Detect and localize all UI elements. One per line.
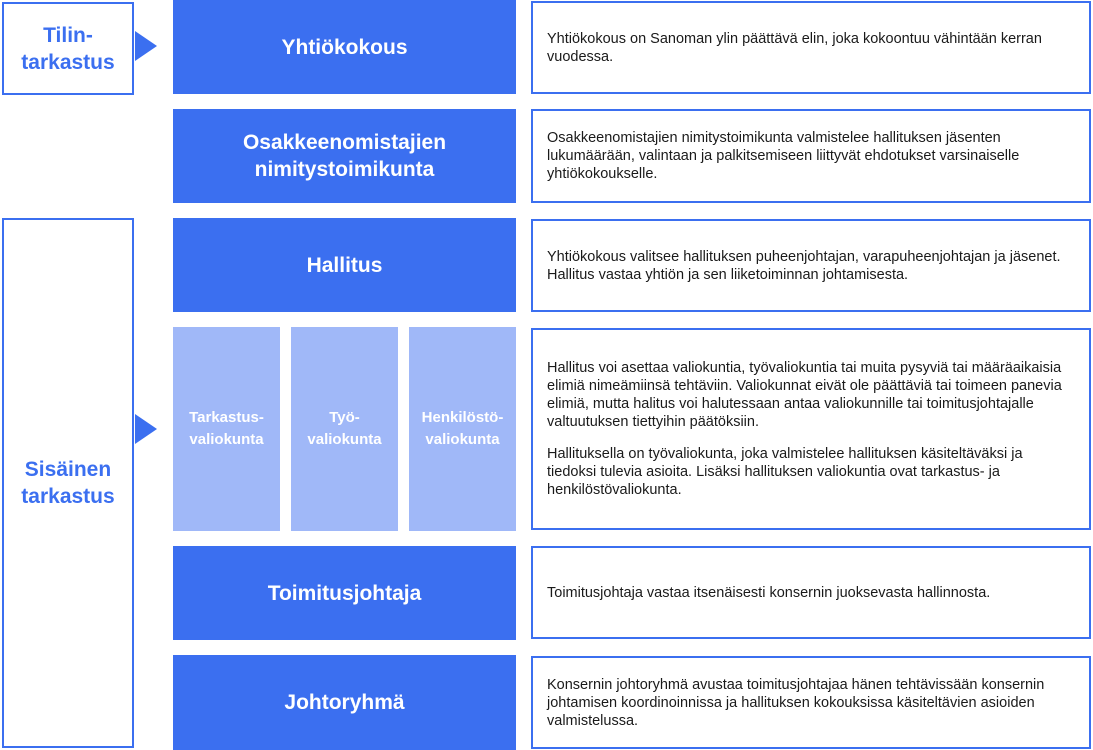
management-description: Konsernin johtoryhmä avustaa toimitusjohtajaa hänen tehtävissään konsernin johtamisen koordinoinnissa ja hallituksen kokouksissa käsiteltävien asioiden valmistelussa. <box>547 676 1045 729</box>
management-team-title: Johtoryhmä <box>284 691 405 714</box>
ceo-description-box <box>531 546 1091 639</box>
nomination-committee-box <box>173 109 516 203</box>
board-description: Yhtiökokous valitsee hallituksen puheenjohtajan, varapuheenjohtajan ja jäsenet. Hallitus vastaa yhtiön ja sen liiketoiminnan johtamisesta. <box>547 248 1061 283</box>
management-team-box <box>173 655 516 750</box>
agm-title: Yhtiökokous <box>281 35 408 59</box>
board-description-box <box>531 219 1091 312</box>
board-box <box>173 218 516 312</box>
hr-committee-box <box>409 327 516 531</box>
internal-audit-box <box>2 218 134 748</box>
committees-description-box <box>531 328 1091 530</box>
audit-committee-box <box>173 327 280 531</box>
internal-audit-arrow-icon <box>135 414 157 444</box>
ceo-box <box>173 546 516 640</box>
agm-description: Yhtiökokous on Sanoman ylin päättävä elin, joka kokoontuu vähintään kerran vuodessa. <box>547 30 1042 65</box>
external-audit-label: Tilin- tarkastus <box>21 23 115 74</box>
working-committee-label: Työ- valiokunta <box>307 409 382 448</box>
working-committee-box <box>291 327 398 531</box>
external-audit-arrow-icon <box>135 31 157 61</box>
committees-description-2: Hallituksella on työvaliokunta, joka valmistelee hallituksen käsiteltäväksi ja tiedoksi tulevia asioita. Lisäksi hallituksen valiokuntia ovat tarkastus- ja henkilöstövaliokunta. <box>547 446 1023 498</box>
ceo-description: Toimitusjohtaja vastaa itsenäisesti konsernin juoksevasta hallinnosta. <box>547 584 991 601</box>
internal-audit-label: Sisäinen tarkastus <box>21 458 115 508</box>
committees-description-1: Hallitus voi asettaa valiokuntia, työvaliokuntia tai muita pysyviä tai määräaikaisia elimiä nimeämiinsä tehtäviin. Valiokunnat eivät ole päättäviä tai toimeen panevia elimiä, mutta halitus voi halutessaan antaa valiokunnille tai toimitusjohtajalle valtuutuksen tiettyihin päätöksiin. <box>547 360 1062 430</box>
ceo-title: Toimitusjohtaja <box>267 581 422 605</box>
management-description-box <box>531 656 1091 749</box>
agm-box <box>173 0 516 94</box>
nomination-description: Osakkeenomistajien nimitystoimikunta valmistelee hallituksen jäsenten lukumäärään, valintaan ja palkitsemiseen liittyvät ehdotukset varsinaiselle yhtiökokoukselle. <box>547 130 1020 182</box>
hr-committee-label: Henkilöstö- valiokunta <box>421 409 504 448</box>
nomination-committee-title: Osakkeenomistajien nimitystoimikunta <box>242 131 447 181</box>
agm-description-box <box>531 1 1091 94</box>
external-audit-box <box>2 2 134 95</box>
nomination-description-box <box>531 109 1091 203</box>
board-title: Hallitus <box>306 253 383 277</box>
audit-committee-label: Tarkastus- valiokunta <box>189 409 264 448</box>
